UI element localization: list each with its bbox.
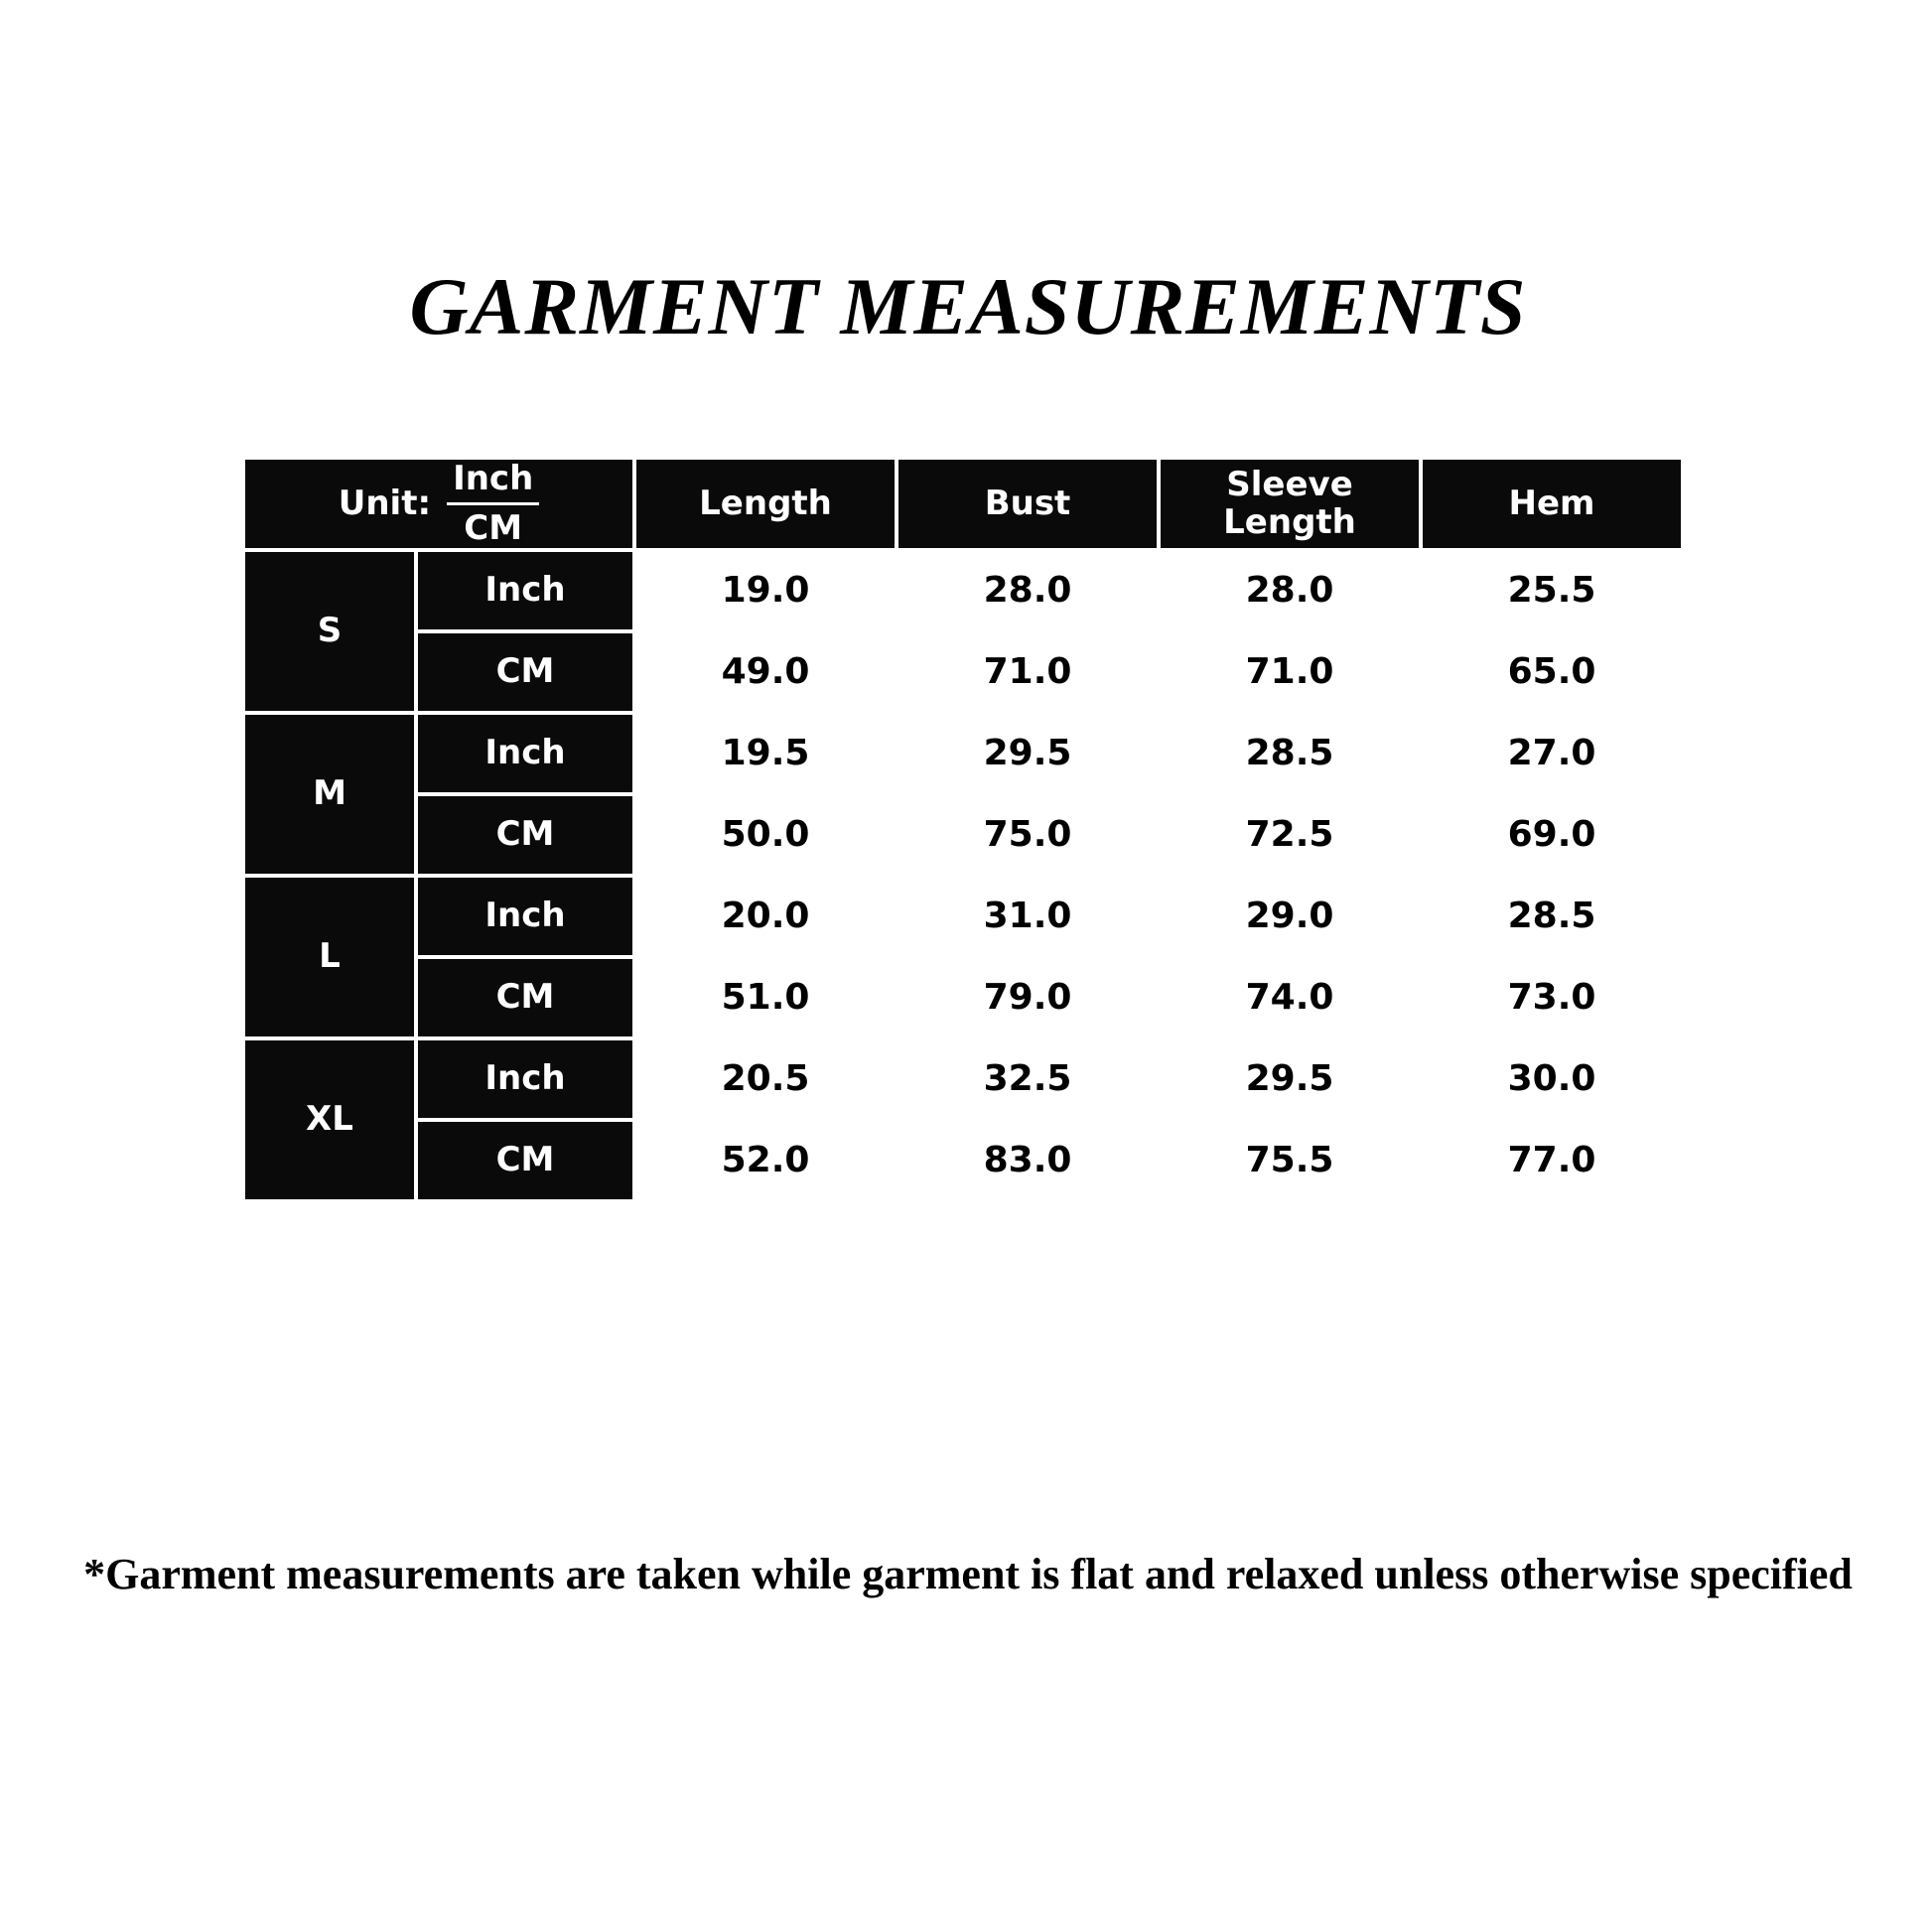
- cell-xl-inch-length: 20.5: [636, 1040, 895, 1118]
- table-row: [245, 633, 1681, 711]
- cell-xl-cm-sleeve: 75.5: [1161, 1122, 1419, 1199]
- table-header-row: [245, 460, 1681, 548]
- unit-header-cell: [245, 460, 632, 548]
- unit-cm-label: CM: [464, 508, 523, 549]
- cell-m-cm-length: 50.0: [636, 796, 895, 874]
- column-header-sleeve-length: Sleeve Length: [1161, 460, 1419, 548]
- unit-cell-m-inch: Inch: [418, 715, 632, 792]
- cell-s-cm-length: 49.0: [636, 633, 895, 711]
- cell-xl-cm-length: 52.0: [636, 1122, 895, 1199]
- cell-m-inch-sleeve: 28.5: [1161, 715, 1419, 792]
- table-row: [245, 796, 1681, 874]
- cell-xl-cm-bust: 83.0: [898, 1122, 1157, 1199]
- cell-xl-inch-hem: 30.0: [1423, 1040, 1681, 1118]
- cell-s-cm-hem: 65.0: [1423, 633, 1681, 711]
- cell-s-cm-bust: 71.0: [898, 633, 1157, 711]
- cell-l-inch-hem: 28.5: [1423, 878, 1681, 955]
- cell-m-inch-bust: 29.5: [898, 715, 1157, 792]
- cell-l-inch-bust: 31.0: [898, 878, 1157, 955]
- column-header-hem: Hem: [1423, 460, 1681, 548]
- cell-m-cm-hem: 69.0: [1423, 796, 1681, 874]
- cell-l-inch-length: 20.0: [636, 878, 895, 955]
- cell-l-inch-sleeve: 29.0: [1161, 878, 1419, 955]
- cell-l-cm-bust: 79.0: [898, 959, 1157, 1036]
- cell-m-cm-sleeve: 72.5: [1161, 796, 1419, 874]
- unit-cell-l-inch: Inch: [418, 878, 632, 955]
- unit-cell-xl-inch: Inch: [418, 1040, 632, 1118]
- cell-xl-cm-hem: 77.0: [1423, 1122, 1681, 1199]
- cell-xl-inch-bust: 32.5: [898, 1040, 1157, 1118]
- size-label-s: S: [245, 552, 414, 711]
- page-title: GARMENT MEASUREMENTS: [409, 261, 1527, 351]
- column-header-length: Length: [636, 460, 895, 548]
- cell-xl-inch-sleeve: 29.5: [1161, 1040, 1419, 1118]
- table-row: [245, 1040, 1681, 1118]
- size-label-l: L: [245, 878, 414, 1036]
- cell-m-inch-hem: 27.0: [1423, 715, 1681, 792]
- unit-fraction: [447, 460, 539, 548]
- unit-inch-label: Inch: [447, 460, 539, 505]
- table-row: [245, 878, 1681, 955]
- column-header-bust: Bust: [898, 460, 1157, 548]
- footnote: *Garment measurements are taken while garment is flat and relaxed unless otherwise specified: [83, 1550, 1853, 1598]
- size-label-m: M: [245, 715, 414, 874]
- unit-cell-xl-cm: CM: [418, 1122, 632, 1199]
- table-row: [245, 715, 1681, 792]
- unit-label: Unit:: [338, 483, 432, 523]
- cell-s-cm-sleeve: 71.0: [1161, 633, 1419, 711]
- unit-cell-s-cm: CM: [418, 633, 632, 711]
- cell-l-cm-length: 51.0: [636, 959, 895, 1036]
- cell-m-inch-length: 19.5: [636, 715, 895, 792]
- unit-cell-l-cm: CM: [418, 959, 632, 1036]
- table-row: [245, 552, 1681, 629]
- unit-cell-s-inch: Inch: [418, 552, 632, 629]
- cell-s-inch-bust: 28.0: [898, 552, 1157, 629]
- cell-m-cm-bust: 75.0: [898, 796, 1157, 874]
- cell-s-inch-length: 19.0: [636, 552, 895, 629]
- table-row: [245, 959, 1681, 1036]
- cell-l-cm-sleeve: 74.0: [1161, 959, 1419, 1036]
- measurements-table-container: [241, 456, 1671, 1203]
- table-row: [245, 1122, 1681, 1199]
- size-label-xl: XL: [245, 1040, 414, 1199]
- measurements-table: [241, 456, 1685, 1203]
- cell-l-cm-hem: 73.0: [1423, 959, 1681, 1036]
- unit-cell-m-cm: CM: [418, 796, 632, 874]
- cell-s-inch-sleeve: 28.0: [1161, 552, 1419, 629]
- cell-s-inch-hem: 25.5: [1423, 552, 1681, 629]
